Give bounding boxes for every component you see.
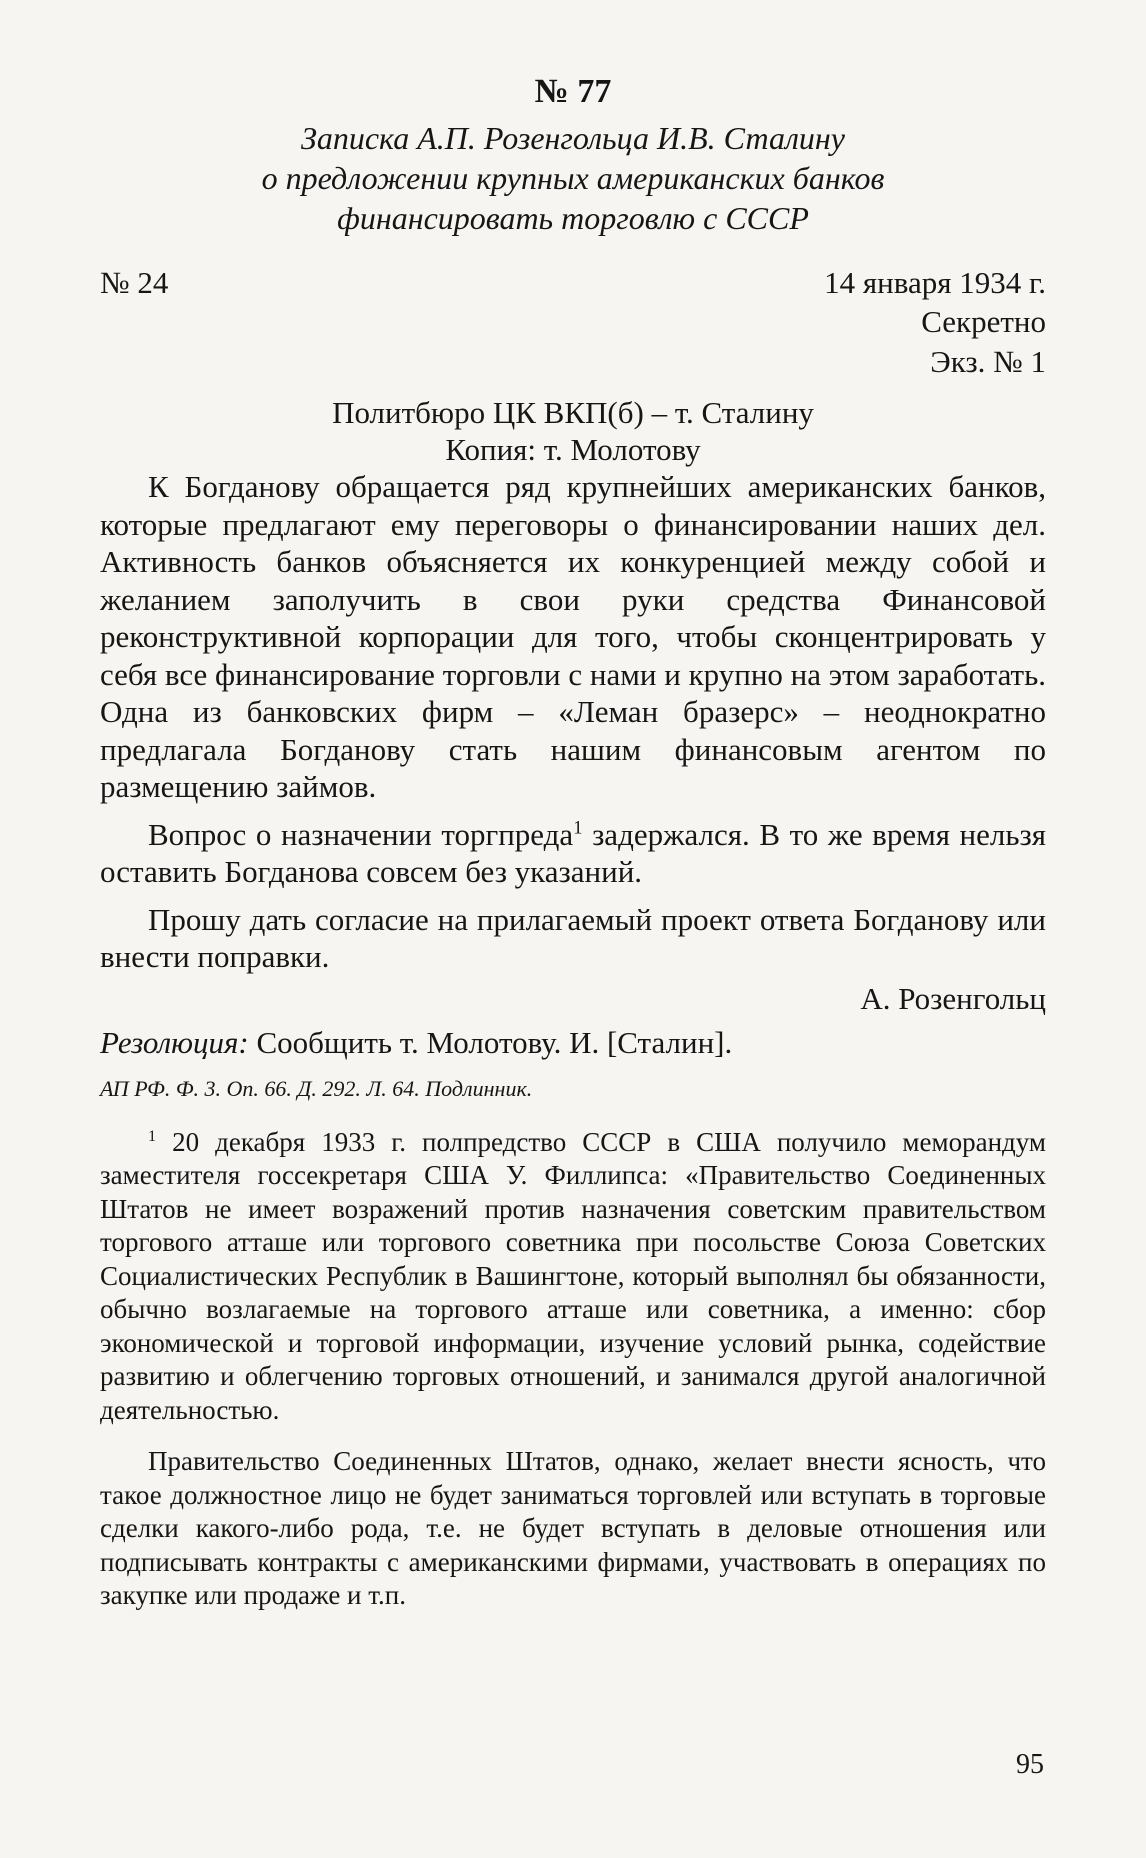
copy-recipient: Копия: т. Молотову: [445, 432, 701, 467]
archive-reference: АП РФ. Ф. 3. Оп. 66. Д. 292. Л. 64. Подлинник.: [100, 1075, 533, 1101]
paragraph-text: Вопрос о назначении торгпреда: [148, 816, 574, 852]
copy-number: Экз. № 1: [930, 344, 1046, 379]
paragraph-text: задержался. В то же время нельзя оставить Богданова совсем без указаний.: [100, 816, 1046, 889]
signature: А. Розенгольц: [860, 980, 1046, 1016]
body-paragraph: [100, 816, 1046, 891]
addressee: Политбюро ЦК ВКП(б) – т. Сталину: [332, 395, 814, 430]
document-title: [100, 118, 1046, 238]
footnote-reference[interactable]: 1: [573, 817, 583, 839]
document-number: № 77: [534, 73, 612, 110]
footnote: [100, 1126, 1046, 1428]
document-date: 14 января 1934 г.: [824, 265, 1046, 300]
page-number: 95: [1016, 1749, 1044, 1780]
title-line: о предложении крупных американских банков: [261, 160, 885, 196]
title-line: Записка А.П. Розенгольца И.В. Сталину: [301, 120, 845, 156]
registration-row: [100, 264, 1046, 302]
addressee-block: [100, 394, 1046, 468]
footnote-text: 20 декабря 1933 г. полпредство СССР в США получило меморандум заместителя госсекретаря США У. Филлипса: «Правительство Соединенных Штатов не имеет возражений против назначения советским правительством торгового атташе или торгового советника при посольстве Союза Советских Социалистических Республик в Вашингтоне, который выполнял бы обязанности, обычно возлагаемые на торгового атташе или советника, а именно: сбор экономической и торговой информации, изучение условий рынка, содействие развитию и облегчению торговых отношений, и занимался другой аналогичной деятельностью.: [100, 1126, 1046, 1425]
registration-number: № 24: [100, 265, 169, 300]
body-paragraph: Прошу дать согласие на прилагаемый проект ответа Богданову или внести поправки.: [100, 901, 1046, 974]
resolution: [100, 1024, 1046, 1062]
footnote-continuation: Правительство Соединенных Штатов, однако, желает внести ясность, что такое должностное лицо не будет заниматься торговлей или вступать в торговые сделки какого-либо рода, т.е. не будет вступать в деловые отношения или подписывать контракты с американскими фирмами, участвовать в операциях по закупке или продаже и т.п.: [100, 1446, 1046, 1610]
classification-mark: Секретно: [921, 304, 1046, 339]
resolution-text: Сообщить т. Молотову. И. [Сталин].: [248, 1024, 733, 1060]
footnote-marker: 1: [148, 1126, 157, 1145]
title-line: финансировать торговлю с СССР: [337, 200, 809, 236]
body-paragraph: К Богданову обращается ряд крупнейших американских банков, которые предлагают ему переговоры о финансировании наших дел. Активность банков объясняется их конкуренцией между собой и желанием заполучить в свои руки средства Финансовой реконструктивной корпорации для того, чтобы сконцентрировать у себя все финансирование торговли с нами и крупно на этом заработать. Одна из банковских фирм – «Леман бразерс» – неоднократно предлагала Богданову стать нашим финансовым агентом по размещению займов.: [100, 469, 1046, 804]
resolution-label: Резолюция:: [100, 1024, 249, 1060]
